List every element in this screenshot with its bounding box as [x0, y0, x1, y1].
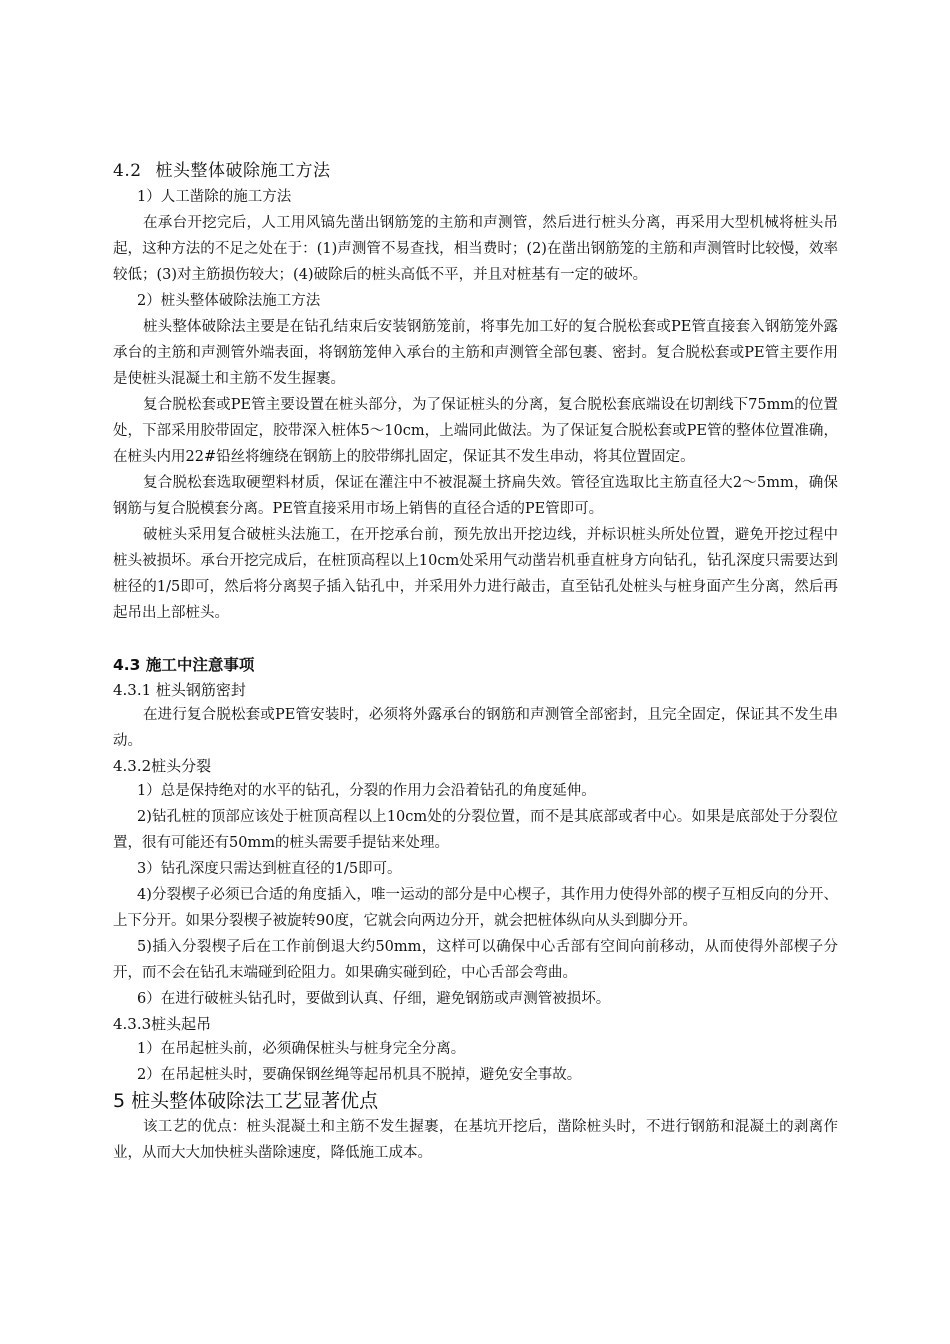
paragraph: 桩头整体破除法主要是在钻孔结束后安装钢筋笼前，将事先加工好的复合脱松套或PE管直接套入钢筋笼外露承台的主筋和声测管外端表面，将钢筋笼伸入承台的主筋和声测管全部包裹、密封。复合脱松套或PE管主要作用是使桩头混凝土和主筋不发生握裹。	[113, 319, 838, 387]
paragraph: 在进行复合脱松套或PE管安装时，必须将外露承台的钢筋和声测管全部密封，且完全固定，保证其不发生串动。	[113, 707, 838, 749]
list-item: 2）在吊起桩头时，要确保钢丝绳等起吊机具不脱掉，避免安全事故。	[137, 1067, 582, 1083]
list-item: 2)钻孔桩的顶部应该处于桩顶高程以上10cm处的分裂位置，而不是其底部或者中心。如果是底部处于分裂位置，很有可能还有50mm的桩头需要手提钻来处理。	[113, 809, 838, 851]
section-4-3-3-title: 4.3.3桩头起吊	[113, 1015, 212, 1033]
section-4-3-1-title: 4.3.1 桩头钢筋密封	[113, 681, 246, 699]
list-item: 1）在吊起桩头前，必须确保桩头与桩身完全分离。	[137, 1041, 466, 1057]
section-4-2-title	[113, 158, 838, 184]
section-number: 4.2	[113, 161, 142, 181]
document-body	[113, 158, 838, 1166]
section-4-3-2-title: 4.3.2桩头分裂	[113, 757, 212, 775]
paragraph: 该工艺的优点：桩头混凝土和主筋不发生握裹，在基坑开挖后，凿除桩头时，不进行钢筋和混凝土的剥离作业，从而大大加快桩头凿除速度，降低施工成本。	[113, 1119, 838, 1161]
list-item: 6）在进行破桩头钻孔时，要做到认真、仔细，避免钢筋或声测管被损坏。	[137, 991, 611, 1007]
list-item: 1）总是保持绝对的水平的钻孔，分裂的作用力会沿着钻孔的角度延伸。	[137, 783, 596, 799]
paragraph: 在承台开挖完后，人工用风镐先凿出钢筋笼的主筋和声测管，然后进行桩头分离，再采用大型机械将桩头吊起，这种方法的不足之处在于：(1)声测管不易查找，相当费时；(2)在凿出钢筋笼的主筋和声测管时比较慢，效率较低；(3)对主筋损伤较大；(4)破除后的桩头高低不平，并且对桩基有一定的破坏。	[113, 215, 838, 283]
section-title-text: 桩头整体破除施工方法	[155, 161, 331, 181]
list-item: 4)分裂楔子必须已合适的角度插入，唯一运动的部分是中心楔子，其作用力使得外部的楔子互相反向的分开、上下分开。如果分裂楔子被旋转90度，它就会向两边分开，就会把桩体纵向从头到脚分开。	[113, 887, 838, 929]
spacer	[113, 626, 838, 652]
paragraph: 复合脱松套选取硬塑料材质，保证在灌注中不被混凝土挤扁失效。管径宜选取比主筋直径大2～5mm，确保钢筋与复合脱模套分离。PE管直接采用市场上销售的直径合适的PE管即可。	[113, 475, 838, 517]
section-5-title: 5 桩头整体破除法工艺显著优点	[113, 1090, 379, 1112]
list-item: 5)插入分裂楔子后在工作前倒退大约50mm，这样可以确保中心舌部有空间向前移动，从而使得外部楔子分开，而不会在钻孔末端碰到砼阻力。如果确实碰到砼，中心舌部会弯曲。	[113, 939, 838, 981]
paragraph: 破桩头采用复合破桩头法施工，在开挖承台前，预先放出开挖边线，并标识桩头所处位置，避免开挖过程中桩头被损坏。承台开挖完成后，在桩顶高程以上10cm处采用气动凿岩机垂直桩身方向钻孔，钻孔深度只需要达到桩径的1/5即可，然后将分离契子插入钻孔中，并采用外力进行敲击，直至钻孔处桩头与桩身面产生分离，然后再起吊出上部桩头。	[113, 527, 838, 621]
list-item: 3）钻孔深度只需达到桩直径的1/5即可。	[137, 861, 402, 877]
section-4-3-title: 4.3 施工中注意事项	[113, 656, 255, 674]
subsection-manual-title: 1）人工凿除的施工方法	[137, 189, 292, 205]
subsection-integral-title: 2）桩头整体破除法施工方法	[137, 293, 321, 309]
paragraph: 复合脱松套或PE管主要设置在桩头部分，为了保证桩头的分离，复合脱松套底端设在切割线下75mm的位置处，下部采用胶带固定，胶带深入桩体5～10cm，上端同此做法。为了保证复合脱松套或PE管的整体位置准确，在桩头内用22#铅丝将缠绕在钢筋上的胶带绑扎固定，保证其不发生串动，将其位置固定。	[113, 397, 838, 465]
